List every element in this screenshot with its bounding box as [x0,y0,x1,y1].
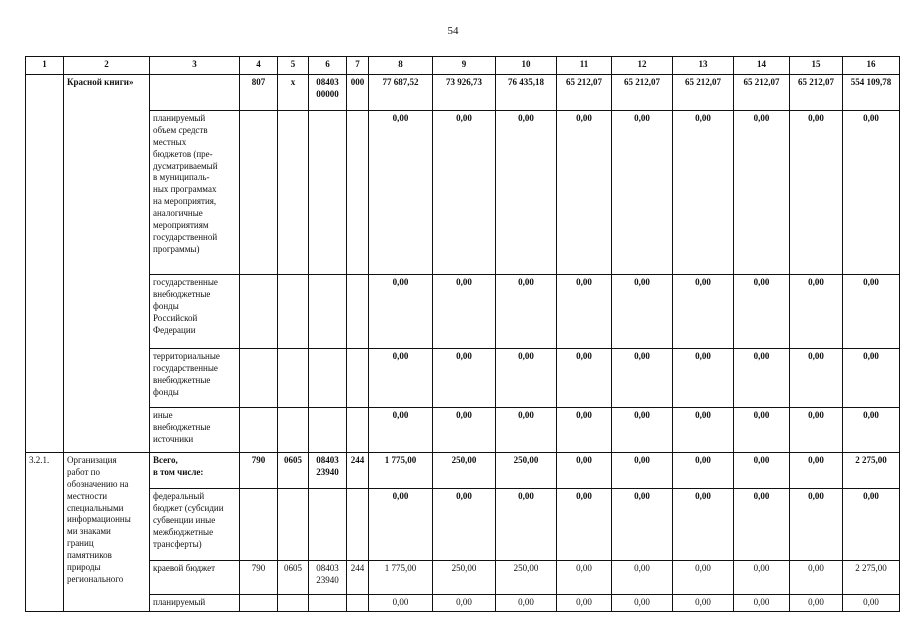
section-code-cell [278,489,309,561]
value-cell: 0,00 [557,561,612,595]
expense-type-cell [347,489,369,561]
table-row [26,75,900,111]
funding-source-cell [150,75,240,111]
value-cell: 0,00 [612,595,673,612]
value-cell: 65 212,07 [557,75,612,111]
item-name-cell: Организация работ по обозначению на местности специальными информационны ми знаками границ памятников природы регионального [64,453,150,612]
value-cell: 0,00 [612,453,673,489]
grbs-code-cell: 790 [240,561,278,595]
section-code-cell: 0605 [278,561,309,595]
column-number: 2 [64,57,150,75]
value-cell: 0,00 [496,111,557,275]
value-cell: 65 212,07 [612,75,673,111]
value-cell: 2 275,00 [843,561,900,595]
value-cell: 0,00 [843,408,900,453]
value-cell: 0,00 [496,275,557,349]
value-cell: 0,00 [790,111,843,275]
value-cell: 65 212,07 [790,75,843,111]
value-cell: 0,00 [790,275,843,349]
section-code-cell: 0605 [278,453,309,489]
value-cell: 0,00 [557,408,612,453]
value-cell: 0,00 [673,489,734,561]
column-number: 9 [433,57,496,75]
column-number: 7 [347,57,369,75]
value-cell: 76 435,18 [496,75,557,111]
value-cell: 0,00 [673,111,734,275]
value-cell: 0,00 [612,349,673,408]
value-cell: 0,00 [673,595,734,612]
value-cell: 1 775,00 [369,453,433,489]
value-cell: 0,00 [673,561,734,595]
expense-type-cell [347,349,369,408]
column-number: 14 [734,57,790,75]
target-code-cell: 08403 00000 [309,75,347,111]
grbs-code-cell: 790 [240,453,278,489]
value-cell: 0,00 [673,349,734,408]
column-number: 8 [369,57,433,75]
expense-type-cell: 244 [347,561,369,595]
value-cell: 554 109,78 [843,75,900,111]
value-cell: 250,00 [496,453,557,489]
section-code-cell [278,275,309,349]
column-number: 16 [843,57,900,75]
value-cell: 0,00 [557,489,612,561]
value-cell: 65 212,07 [673,75,734,111]
value-cell: 0,00 [790,349,843,408]
value-cell: 0,00 [734,349,790,408]
value-cell: 0,00 [673,453,734,489]
column-number-row [26,57,900,75]
value-cell: 0,00 [843,349,900,408]
section-code-cell [278,349,309,408]
value-cell: 0,00 [843,111,900,275]
value-cell: 0,00 [734,453,790,489]
table-row [26,595,900,612]
value-cell: 0,00 [557,453,612,489]
value-cell: 0,00 [369,111,433,275]
column-number: 11 [557,57,612,75]
value-cell: 0,00 [433,275,496,349]
section-code-cell [278,408,309,453]
value-cell: 0,00 [790,595,843,612]
funding-source-cell: федеральный бюджет (субсидии субвенции иные межбюджетные трансферты) [150,489,240,561]
value-cell: 0,00 [557,111,612,275]
value-cell: 0,00 [843,275,900,349]
target-code-cell [309,489,347,561]
value-cell: 0,00 [369,408,433,453]
value-cell: 0,00 [369,595,433,612]
value-cell: 0,00 [369,349,433,408]
grbs-code-cell [240,349,278,408]
value-cell: 0,00 [734,111,790,275]
expense-type-cell: 000 [347,75,369,111]
table-row [26,489,900,561]
target-code-cell: 08403 23940 [309,561,347,595]
value-cell: 0,00 [369,275,433,349]
value-cell: 0,00 [843,595,900,612]
value-cell: 0,00 [673,408,734,453]
value-cell: 2 275,00 [843,453,900,489]
target-code-cell [309,595,347,612]
budget-table [25,56,900,612]
column-number: 13 [673,57,734,75]
value-cell: 0,00 [612,561,673,595]
target-code-cell [309,408,347,453]
target-code-cell: 08403 23940 [309,453,347,489]
funding-source-cell: планируемый объем средств местных бюджетов (пре- дусматриваемый в муниципаль- ных программах на мероприятия, аналогичные мероприятиям государственной программы) [150,111,240,275]
table-row [26,453,900,489]
section-code-cell: х [278,75,309,111]
value-cell: 0,00 [790,408,843,453]
value-cell: 0,00 [433,111,496,275]
column-number: 10 [496,57,557,75]
grbs-code-cell [240,408,278,453]
funding-source-cell: Всего, в том числе: [150,453,240,489]
expense-type-cell [347,275,369,349]
value-cell: 0,00 [790,561,843,595]
column-number: 6 [309,57,347,75]
funding-source-cell: иные внебюджетные источники [150,408,240,453]
table-row [26,275,900,349]
value-cell: 0,00 [433,595,496,612]
value-cell: 250,00 [433,453,496,489]
value-cell: 0,00 [557,349,612,408]
table-row [26,561,900,595]
grbs-code-cell: 807 [240,75,278,111]
funding-source-cell: краевой бюджет [150,561,240,595]
value-cell: 0,00 [790,489,843,561]
grbs-code-cell [240,489,278,561]
funding-source-cell: планируемый [150,595,240,612]
value-cell: 0,00 [790,453,843,489]
grbs-code-cell [240,111,278,275]
target-code-cell [309,111,347,275]
expense-type-cell [347,408,369,453]
value-cell: 250,00 [433,561,496,595]
value-cell: 0,00 [369,489,433,561]
funding-source-cell: территориальные государственные внебюджетные фонды [150,349,240,408]
expense-type-cell: 244 [347,453,369,489]
value-cell: 0,00 [612,111,673,275]
value-cell: 65 212,07 [734,75,790,111]
value-cell: 0,00 [612,408,673,453]
value-cell: 0,00 [612,489,673,561]
value-cell: 0,00 [557,595,612,612]
value-cell: 0,00 [734,595,790,612]
value-cell: 0,00 [433,349,496,408]
value-cell: 77 687,52 [369,75,433,111]
item-number-cell: 3.2.1. [26,453,64,612]
value-cell: 73 926,73 [433,75,496,111]
section-code-cell [278,111,309,275]
value-cell: 0,00 [673,275,734,349]
column-number: 4 [240,57,278,75]
value-cell: 1 775,00 [369,561,433,595]
column-number: 1 [26,57,64,75]
expense-type-cell [347,595,369,612]
column-number: 15 [790,57,843,75]
table-row [26,349,900,408]
value-cell: 0,00 [612,275,673,349]
target-code-cell [309,349,347,408]
grbs-code-cell [240,595,278,612]
value-cell: 250,00 [496,561,557,595]
target-code-cell [309,275,347,349]
column-number: 5 [278,57,309,75]
funding-source-cell: государственные внебюджетные фонды Российской Федерации [150,275,240,349]
value-cell: 0,00 [433,489,496,561]
expense-type-cell [347,111,369,275]
section-code-cell [278,595,309,612]
column-number: 12 [612,57,673,75]
value-cell: 0,00 [496,489,557,561]
value-cell: 0,00 [734,408,790,453]
value-cell: 0,00 [496,408,557,453]
item-number-cell [26,75,64,453]
value-cell: 0,00 [734,275,790,349]
value-cell: 0,00 [496,595,557,612]
grbs-code-cell [240,275,278,349]
value-cell: 0,00 [734,489,790,561]
column-number: 3 [150,57,240,75]
table-row [26,408,900,453]
value-cell: 0,00 [843,489,900,561]
value-cell: 0,00 [734,561,790,595]
value-cell: 0,00 [557,275,612,349]
value-cell: 0,00 [433,408,496,453]
value-cell: 0,00 [496,349,557,408]
table-row [26,111,900,275]
page-number: 54 [447,25,459,37]
item-name-cell: Красной книги» [64,75,150,453]
